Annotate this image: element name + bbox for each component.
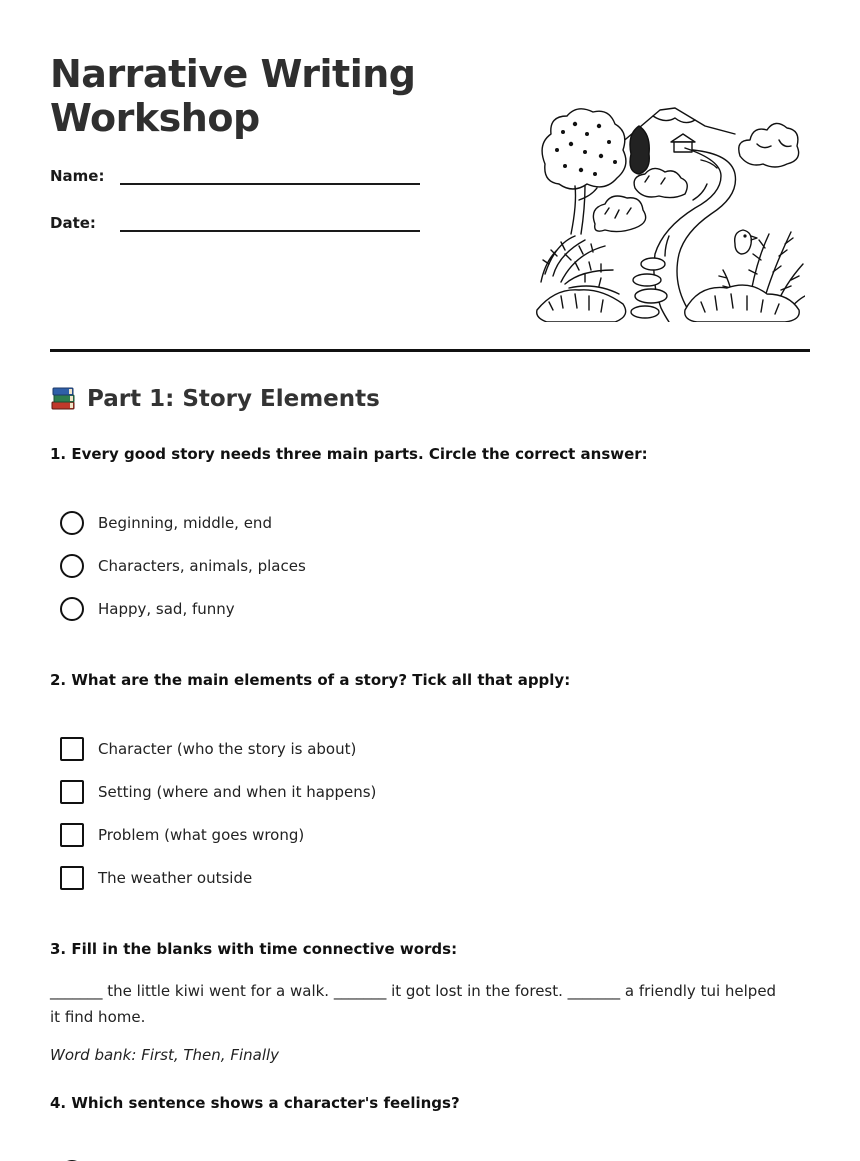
question-3: 3. Fill in the blanks with time connective words: bbox=[50, 940, 458, 958]
question-2-options bbox=[60, 727, 376, 899]
header-divider bbox=[50, 349, 810, 352]
checkbox[interactable] bbox=[60, 823, 84, 847]
option-label: Beginning, middle, end bbox=[98, 513, 272, 532]
radio-option[interactable] bbox=[60, 501, 306, 544]
worksheet-header bbox=[50, 52, 810, 352]
word-bank: Word bank: First, Then, Finally bbox=[50, 1046, 280, 1064]
radio-option[interactable] bbox=[60, 1150, 98, 1161]
checkbox[interactable] bbox=[60, 866, 84, 890]
worksheet-title: Narrative Writing Workshop bbox=[50, 52, 416, 140]
landscape-illustration bbox=[535, 104, 805, 322]
option-label: Characters, animals, places bbox=[98, 556, 306, 575]
section-title: Part 1: Story Elements bbox=[87, 386, 380, 412]
checkbox-option[interactable] bbox=[60, 813, 376, 856]
name-line[interactable] bbox=[120, 165, 420, 185]
radio-option[interactable] bbox=[60, 544, 306, 587]
date-line[interactable] bbox=[120, 212, 420, 232]
option-label: The weather outside bbox=[98, 868, 253, 887]
checkbox[interactable] bbox=[60, 780, 84, 804]
question-1: 1. Every good story needs three main parts. Circle the correct answer: bbox=[50, 445, 648, 463]
checkbox[interactable] bbox=[60, 737, 84, 761]
checkbox-option[interactable] bbox=[60, 770, 376, 813]
option-label: Setting (where and when it happens) bbox=[98, 782, 377, 801]
question-4-options bbox=[60, 1150, 98, 1161]
fill-in-sentence: _______ the little kiwi went for a walk. _______ it got lost in the forest. _______ a friendly tui helped it find home. bbox=[50, 982, 777, 1026]
radio-circle[interactable] bbox=[60, 511, 84, 535]
question-2: 2. What are the main elements of a story? Tick all that apply: bbox=[50, 671, 571, 689]
radio-circle[interactable] bbox=[60, 554, 84, 578]
radio-circle[interactable] bbox=[60, 597, 84, 621]
checkbox-option[interactable] bbox=[60, 856, 376, 899]
checkbox-option[interactable] bbox=[60, 727, 376, 770]
option-label: Character (who the story is about) bbox=[98, 739, 357, 758]
name-label: Name: bbox=[50, 167, 105, 185]
date-field bbox=[50, 212, 420, 232]
books-icon bbox=[50, 386, 78, 412]
question-1-options bbox=[60, 501, 306, 630]
option-label: Problem (what goes wrong) bbox=[98, 825, 305, 844]
date-label: Date: bbox=[50, 214, 96, 232]
option-label: Happy, sad, funny bbox=[98, 599, 235, 618]
question-4: 4. Which sentence shows a character's feelings? bbox=[50, 1094, 460, 1112]
name-field bbox=[50, 165, 420, 185]
section-heading bbox=[50, 386, 380, 412]
radio-option[interactable] bbox=[60, 587, 306, 630]
